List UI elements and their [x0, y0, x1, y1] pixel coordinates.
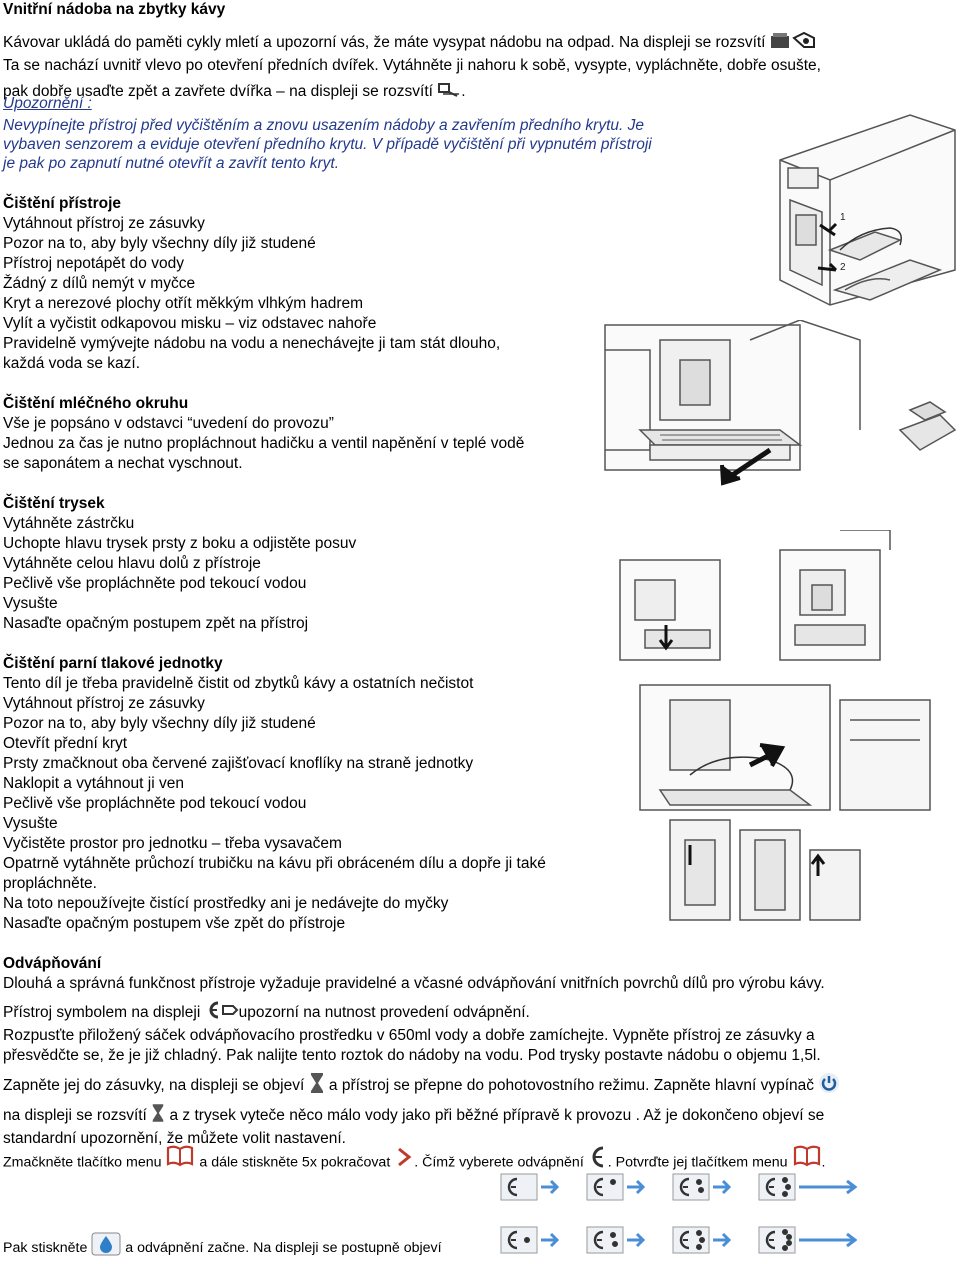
section-title-nozzle-cleaning: Čištění trysek — [3, 495, 105, 512]
list-item: Kryt a nerezové plochy otřít měkkým vlhkým hadrem — [3, 295, 364, 312]
list-item: Pečlivě vše propláchněte pod tekoucí vodou — [3, 795, 307, 812]
text: Přístroj symbolem na displeji — [3, 1004, 201, 1022]
paragraph-line — [3, 1000, 958, 1026]
warning-block — [3, 94, 763, 173]
hourglass-icon — [309, 1072, 325, 1100]
text: na displeji se rozsvítí — [3, 1107, 147, 1125]
text: . Čímž vyberete odvápnění — [414, 1154, 584, 1171]
display-step — [501, 1227, 537, 1253]
list-item: každá voda se kazí. — [3, 355, 140, 372]
text: a přístroj se přepne do pohotovostního režimu. Zapněte hlavní vypínač — [328, 1077, 815, 1095]
paragraph-line — [3, 30, 958, 56]
svg-text:2: 2 — [840, 262, 846, 273]
illustration-nozzle-head — [600, 530, 900, 670]
list-item: Otevřít přední kryt — [3, 735, 128, 752]
paragraph-line: přesvědčte se, že je již chladný. Pak nalijte tento roztok do nádoby na vodu. Pod trysky postavte nádobu o objemu 1,5l. — [3, 1047, 821, 1064]
text: a dále stiskněte 5x pokračovat — [199, 1154, 391, 1171]
section-title-milk-circuit: Čištění mléčného okruhu — [3, 395, 189, 412]
coffee-bin-full-icon — [770, 30, 818, 56]
section-coffee-bin — [3, 0, 958, 104]
section-nozzle-cleaning — [3, 494, 356, 634]
display-sequence-row-2 — [495, 1224, 865, 1257]
list-item: Vytáhněte zástrčku — [3, 515, 135, 532]
display-step — [587, 1227, 623, 1253]
text: Pak stiskněte — [3, 1239, 88, 1256]
hourglass-icon — [151, 1103, 165, 1129]
display-step — [587, 1174, 623, 1200]
text: . — [461, 83, 466, 101]
menu-book-icon — [165, 1144, 195, 1181]
paragraph-line — [3, 1072, 958, 1100]
section-title-coffee-bin: Vnitřní nádoba na zbytky kávy — [3, 1, 226, 18]
section-descaling — [3, 954, 958, 1149]
list-item: Vytáhnout přístroj ze zásuvky — [3, 215, 205, 232]
paragraph-line: Rozpusťte přiložený sáček odvápňovacího prostředku v 650ml vody a dobře zamíchejte. Vypněte přístroj ze zásuvky a — [3, 1027, 815, 1044]
list-item: Pečlivě vše propláchněte pod tekoucí vodou — [3, 575, 307, 592]
list-item: Prsty zmačknout oba červené zajišťovací knoflíky na straně jednotky — [3, 755, 474, 772]
section-milk-circuit — [3, 394, 524, 474]
paragraph-line — [3, 1232, 503, 1264]
warning-line: Nevypínejte přístroj před vyčištěním a znovu usazením nádoby a zavřením předního krytu. Je — [3, 117, 644, 134]
list-item: Vytáhnout přístroj ze zásuvky — [3, 695, 205, 712]
illustration-open-front-door — [760, 100, 958, 310]
warning-line: vybaven senzorem a eviduje otevření předního krytu. V případě vyčištění při vypnutém přístroji — [3, 136, 652, 153]
list-item: Uchopte hlavu trysek prsty z boku a odjistěte posuv — [3, 535, 357, 552]
list-item: Vysušte — [3, 815, 58, 832]
list-item: propláchněte. — [3, 875, 97, 892]
list-item: Nasaďte opačným postupem zpět na přístroj — [3, 615, 309, 632]
list-item: Vysušte — [3, 595, 58, 612]
paragraph-line: Ta se nachází uvnitř vlevo po otevření předních dvířek. Vytáhněte ji nahoru k sobě, vysypte, vypláchněte, dobře osušte, — [3, 57, 821, 74]
power-icon — [818, 1072, 840, 1100]
svg-text:1: 1 — [840, 212, 846, 223]
text: upozorní na nutnost provedení odvápnění. — [238, 1004, 530, 1022]
warning-title: Upozornění : — [3, 95, 92, 112]
paragraph-line: standardní upozornění, že můžete volit nastavení. — [3, 1130, 346, 1147]
text: a odvápnění začne. Na displeji se postupně objeví — [125, 1239, 442, 1256]
display-step — [501, 1174, 537, 1200]
section-brew-unit — [3, 654, 546, 934]
illustration-brew-unit — [630, 680, 958, 930]
list-item: Vylít a vyčistit odkapovou misku – viz odstavec nahoře — [3, 315, 377, 332]
list-item: Nasaďte opačným postupem vše zpět do přístroje — [3, 915, 346, 932]
list-item: Vše je popsáno v odstavci “uvedení do provozu” — [3, 415, 334, 432]
section-title-device-cleaning: Čištění přístroje — [3, 195, 121, 212]
descale-icon — [205, 1000, 239, 1026]
list-item: Přístroj nepotápět do vody — [3, 255, 184, 272]
section-title-descaling: Odvápňování — [3, 955, 102, 972]
paragraph-line — [3, 1103, 958, 1129]
paragraph-line: Dlouhá a správná funkčnost přístroje vyžaduje pravidelné a včasné odvápňování vnitřních povrchů dílů pro výrobu kávy. — [3, 975, 825, 992]
list-item: Jednou za čas je nutno propláchnout hadičku a ventil napěnění v teplé vodě — [3, 435, 525, 452]
list-item: Žádný z dílů nemýt v myčce — [3, 275, 196, 292]
list-item: Pozor na to, aby byly všechny díly již studené — [3, 235, 316, 252]
list-item: Pozor na to, aby byly všechny díly již studené — [3, 715, 316, 732]
text: . — [821, 1154, 826, 1171]
display-step — [673, 1227, 709, 1253]
text: pak dobře usaďte zpět a zavřete dvířka – na displeji se rozsvítí — [3, 83, 433, 101]
display-sequence-row-1 — [495, 1170, 865, 1204]
list-item: Na toto nepoužívejte čistící prostředky ani je nedávejte do myčky — [3, 895, 449, 912]
text: Zapněte jej do zásuvky, na displeji se objeví — [3, 1077, 305, 1095]
text: Zmačkněte tlačítko menu — [3, 1154, 162, 1171]
section-device-cleaning — [3, 194, 500, 374]
water-drop-icon[interactable] — [91, 1232, 121, 1264]
list-item: Opatrně vytáhněte průchozí trubičku na kávu při obráceném dílu a dopře ji také — [3, 855, 546, 872]
list-item: Naklopit a vytáhnout ji ven — [3, 775, 184, 792]
illustration-drip-tray — [600, 320, 958, 490]
display-step — [759, 1227, 795, 1253]
list-item: Vyčistěte prostor pro jednotku – třeba vysavačem — [3, 835, 342, 852]
text: . Potvrďte jej tlačítkem menu — [607, 1154, 788, 1171]
list-item: se saponátem a nechat vyschnout. — [3, 455, 243, 472]
warning-line: je pak po zapnutí nutné otevřít a zavřít tento kryt. — [3, 155, 340, 172]
text: Kávovar ukládá do paměti cykly mletí a upozorní vás, že máte vysypat nádobu na odpad. Na displeji se rozsvítí — [3, 34, 766, 52]
display-step — [759, 1174, 795, 1200]
list-item: Pravidelně vymývejte nádobu na vodu a nenechávejte ji tam stát dlouho, — [3, 335, 501, 352]
start-descaling-line — [3, 1232, 503, 1264]
display-step — [673, 1174, 709, 1200]
chevron-right-icon — [394, 1146, 414, 1179]
text: a z trysek vyteče něco málo vody jako při běžné přípravě k provozu . Až je dokončeno objeví se — [169, 1107, 825, 1125]
list-item: Vytáhněte celou hlavu dolů z přístroje — [3, 555, 261, 572]
section-title-brew-unit: Čištění parní tlakové jednotky — [3, 655, 223, 672]
list-item: Tento díl je třeba pravidelně čistit od zbytků kávy a ostatních nečistot — [3, 675, 474, 692]
